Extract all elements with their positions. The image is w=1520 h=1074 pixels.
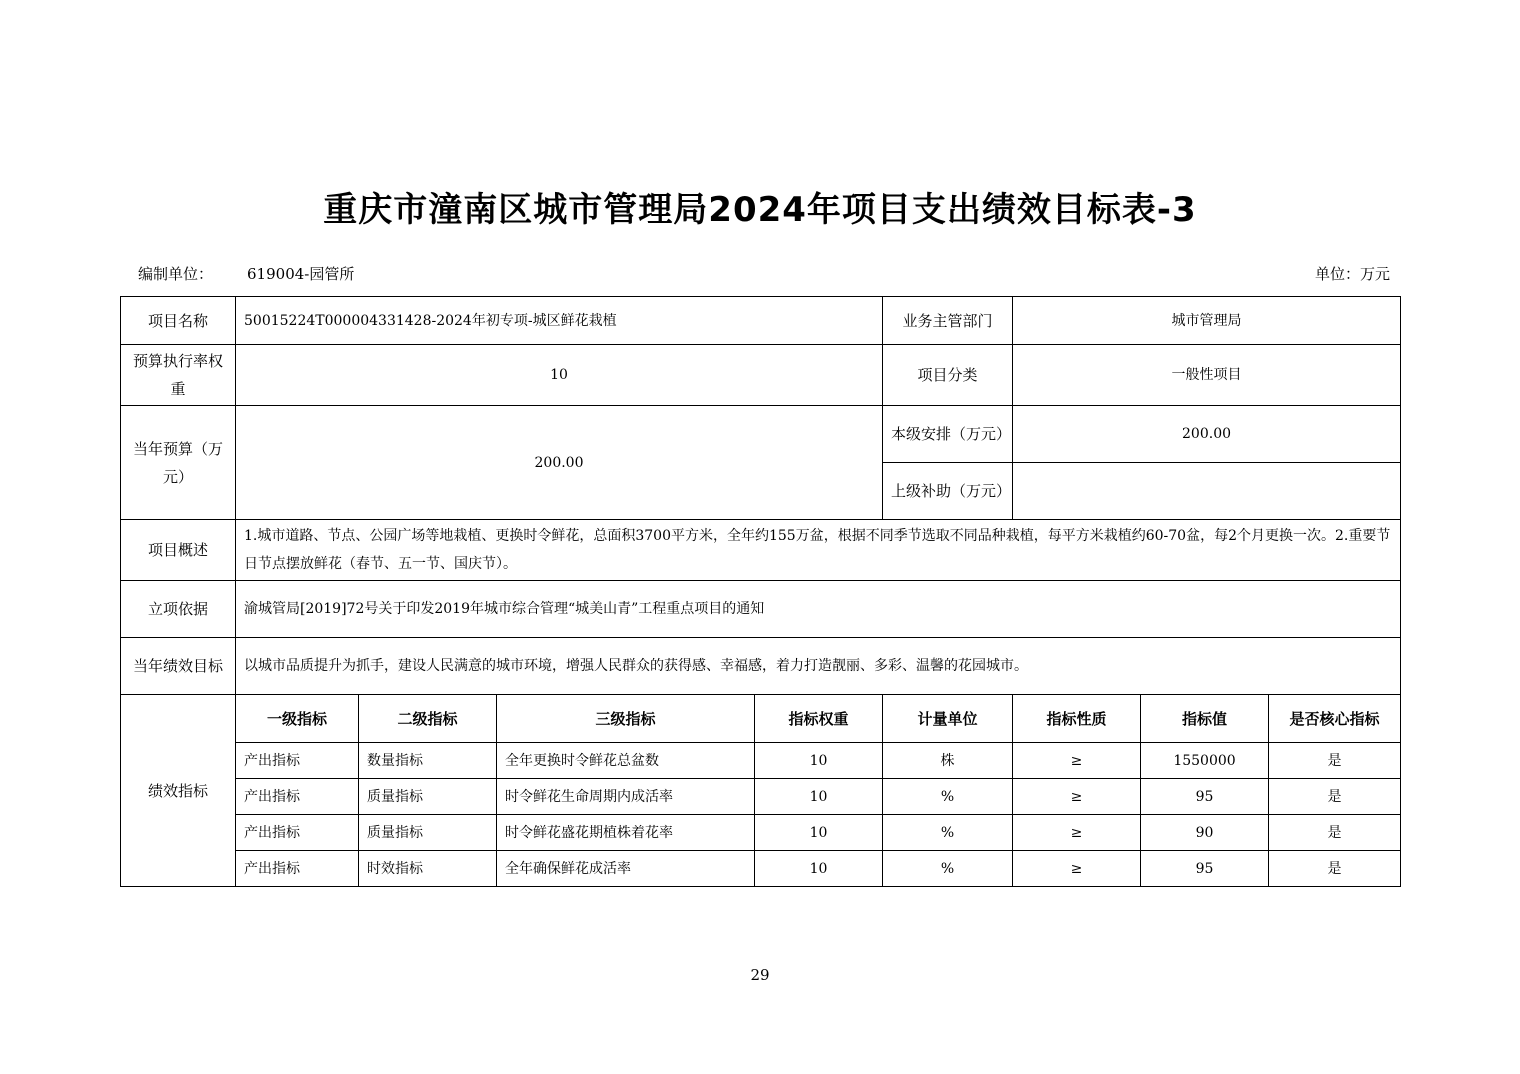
dept-label: 业务主管部门: [883, 297, 1013, 345]
compiling-unit-value: 619004-园管所: [247, 265, 355, 283]
perf-label: 绩效指标: [121, 695, 236, 887]
cell-unit: %: [883, 779, 1013, 815]
cell-weight: 10: [755, 851, 883, 887]
category-label: 项目分类: [883, 345, 1013, 406]
performance-table: [120, 296, 1401, 887]
cell-core: 是: [1269, 743, 1401, 779]
weight-value: 10: [236, 345, 883, 406]
cell-level2: 数量指标: [359, 743, 497, 779]
weight-label: 预算执行率权重: [121, 345, 236, 406]
header-level3: 三级指标: [497, 695, 755, 743]
indicator-header-row: [121, 695, 1401, 743]
cell-level1: 产出指标: [236, 851, 359, 887]
cell-value: 95: [1141, 851, 1269, 887]
cell-value: 95: [1141, 779, 1269, 815]
cell-unit: %: [883, 815, 1013, 851]
header-core: 是否核心指标: [1269, 695, 1401, 743]
upper-funding-label: 上级补助（万元）: [883, 463, 1013, 520]
cell-unit: 株: [883, 743, 1013, 779]
compiling-unit-label: 编制单位：: [138, 265, 214, 283]
compiling-unit: [138, 263, 354, 284]
table-row: [121, 815, 1401, 851]
cell-level2: 时效指标: [359, 851, 497, 887]
cell-level3: 全年更换时令鲜花总盆数: [497, 743, 755, 779]
project-name-label: 项目名称: [121, 297, 236, 345]
cell-level1: 产出指标: [236, 815, 359, 851]
cell-core: 是: [1269, 779, 1401, 815]
project-name-value: 50015224T000004331428-2024年初专项-城区鲜花栽植: [236, 297, 883, 345]
cell-weight: 10: [755, 815, 883, 851]
upper-funding-value: [1013, 463, 1401, 520]
currency-unit: 单位：万元: [1314, 265, 1390, 283]
cell-weight: 10: [755, 779, 883, 815]
page-number: 29: [750, 966, 770, 984]
goal-value: 以城市品质提升为抓手，建设人民满意的城市环境，增强人民群众的获得感、幸福感，着力打造靓丽、多彩、温馨的花园城市。: [236, 638, 1401, 695]
cell-level3: 时令鲜花盛花期植株着花率: [497, 815, 755, 851]
goal-label: 当年绩效目标: [121, 638, 236, 695]
header-value: 指标值: [1141, 695, 1269, 743]
table-row: [121, 851, 1401, 887]
cell-value: 1550000: [1141, 743, 1269, 779]
cell-core: 是: [1269, 851, 1401, 887]
header-nature: 指标性质: [1013, 695, 1141, 743]
cell-level3: 时令鲜花生命周期内成活率: [497, 779, 755, 815]
header-level1: 一级指标: [236, 695, 359, 743]
cell-nature: ≥: [1013, 851, 1141, 887]
budget-label: 当年预算（万元）: [121, 406, 236, 520]
cell-level1: 产出指标: [236, 779, 359, 815]
cell-level2: 质量指标: [359, 779, 497, 815]
cell-value: 90: [1141, 815, 1269, 851]
table-row: [121, 743, 1401, 779]
header-unit: 计量单位: [883, 695, 1013, 743]
cell-level3: 全年确保鲜花成活率: [497, 851, 755, 887]
category-value: 一般性项目: [1013, 345, 1401, 406]
header-weight: 指标权重: [755, 695, 883, 743]
budget-value: 200.00: [236, 406, 883, 520]
cell-level2: 质量指标: [359, 815, 497, 851]
overview-value: 1.城市道路、节点、公园广场等地栽植、更换时令鲜花，总面积3700平方米，全年约155万盆，根据不同季节选取不同品种栽植，每平方米栽植约60-70盆，每2个月更换一次。2.重要节日节点摆放鲜花（春节、五一节、国庆节）。: [236, 520, 1401, 581]
overview-label: 项目概述: [121, 520, 236, 581]
header-level2: 二级指标: [359, 695, 497, 743]
cell-core: 是: [1269, 815, 1401, 851]
local-funding-value: 200.00: [1013, 406, 1401, 463]
cell-unit: %: [883, 851, 1013, 887]
cell-level1: 产出指标: [236, 743, 359, 779]
local-funding-label: 本级安排（万元）: [883, 406, 1013, 463]
dept-value: 城市管理局: [1013, 297, 1401, 345]
table-row: [121, 779, 1401, 815]
cell-nature: ≥: [1013, 815, 1141, 851]
page-title: 重庆市潼南区城市管理局2024年项目支出绩效目标表-3: [323, 190, 1197, 230]
cell-weight: 10: [755, 743, 883, 779]
cell-nature: ≥: [1013, 779, 1141, 815]
cell-nature: ≥: [1013, 743, 1141, 779]
basis-value: 渝城管局[2019]72号关于印发2019年城市综合管理“城美山青”工程重点项目的通知: [236, 581, 1401, 638]
basis-label: 立项依据: [121, 581, 236, 638]
